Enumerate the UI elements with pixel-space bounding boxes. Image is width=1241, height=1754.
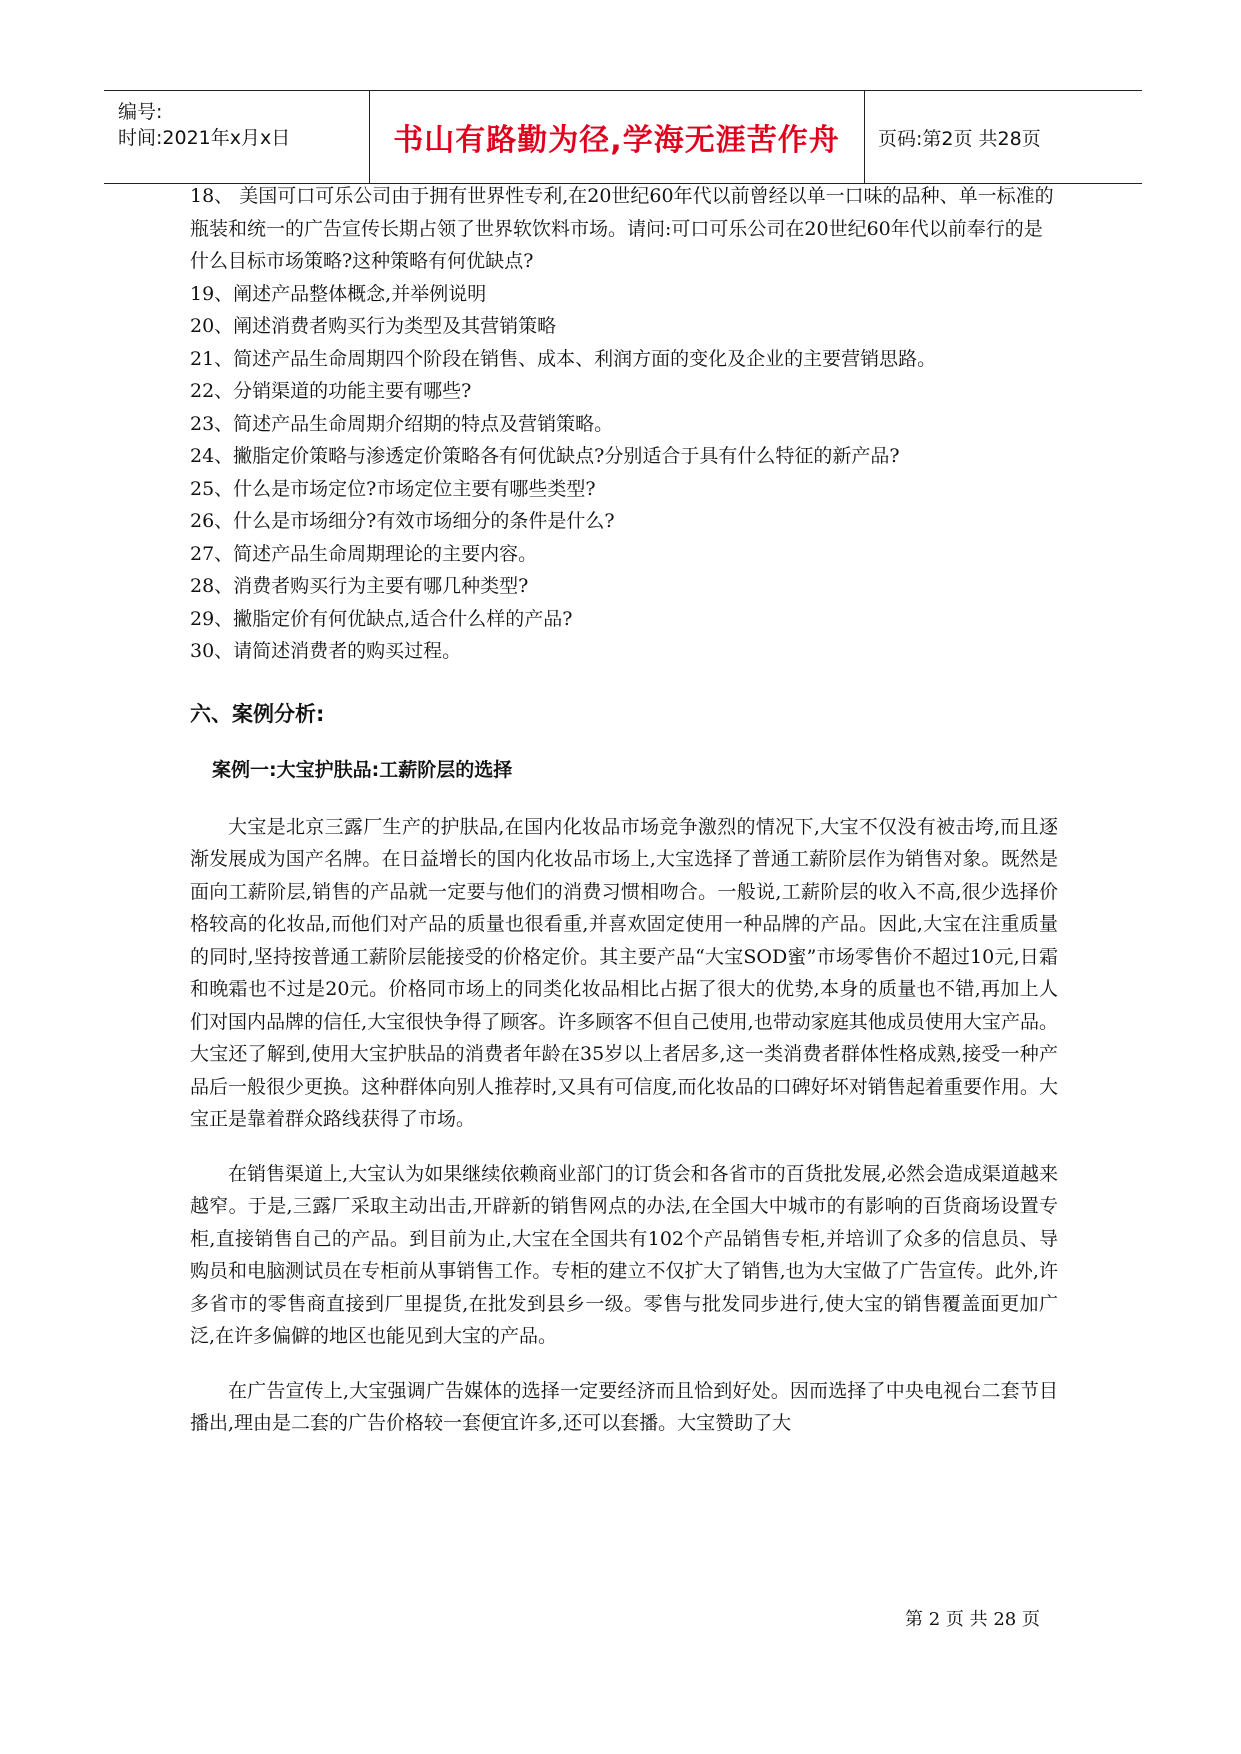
question-30: 30、请简述消费者的购买过程。 bbox=[190, 640, 462, 662]
case-title: 案例一:大宝护肤品:工薪阶层的选择 bbox=[212, 759, 513, 781]
case-paragraph-3: 在广告宣传上,大宝强调广告媒体的选择一定要经济而且恰到好处。因而选择了中央电视台二套节目播出,理由是二套的广告价格较一套便宜许多,还可以套播。大宝赞助了大 bbox=[190, 1379, 1058, 1434]
question-20: 20、阐述消费者购买行为类型及其营销策略 bbox=[190, 315, 557, 337]
question-28: 28、消费者购买行为主要有哪几种类型? bbox=[190, 575, 529, 597]
case-paragraph-2: 在销售渠道上,大宝认为如果继续依赖商业部门的订货会和各省市的百货批发展,必然会造成渠道越来越窄。于是,三露厂采取主动出击,开辟新的销售网点的办法,在全国大中城市的有影响的百货商场设置专柜,直接销售自己的产品。到目前为止,大宝在全国共有102个产品销售专柜,并培训了众多的信息员、导购员和电脑测试员在专柜前从事销售工作。专柜的建立不仅扩大了销售,也为大宝做了广告宣传。此外,许多省市的零售商直接到厂里提货,在批发到县乡一级。零售与批发同步进行,使大宝的销售覆盖面更加广泛,在许多偏僻的地区也能见到大宝的产品。 bbox=[190, 1162, 1058, 1347]
question-21: 21、简述产品生命周期四个阶段在销售、成本、利润方面的变化及企业的主要营销思路。 bbox=[190, 347, 937, 370]
question-24: 24、撇脂定价策略与渗透定价策略各有何优缺点?分别适合于具有什么特征的新产品? bbox=[190, 445, 900, 467]
question-26: 26、什么是市场细分?有效市场细分的条件是什么? bbox=[190, 510, 615, 532]
header-motto-cell bbox=[369, 91, 865, 183]
document-body bbox=[190, 180, 1058, 1462]
question-25: 25、什么是市场定位?市场定位主要有哪些类型? bbox=[190, 477, 596, 500]
question-18: 18、 美国可口可乐公司由于拥有世界性专利,在20世纪60年代以前曾经以单一口味的品种、单一标准的瓶装和统一的广告宣传长期占领了世界软饮料市场。请问:可口可乐公司在20世纪60年代以前奉行的是什么目标市场策略?这种策略有何优缺点? bbox=[190, 185, 1054, 272]
case-paragraph-1: 大宝是北京三露厂生产的护肤品,在国内化妆品市场竞争激烈的情况下,大宝不仅没有被击垮,而且逐渐发展成为国产名牌。在日益增长的国内化妆品市场上,大宝选择了普通工薪阶层作为销售对象。既然是面向工薪阶层,销售的产品就一定要与他们的消费习惯相吻合。一般说,工薪阶层的收入不高,很少选择价格较高的化妆品,而他们对产品的质量也很看重,并喜欢固定使用一种品牌的产品。因此,大宝在注重质量的同时,坚持按普通工薪阶层能接受的价格定价。其主要产品“大宝SOD蜜”市场零售价不超过10元,日霜和晚霜也不过是20元。价格同市场上的同类化妆品相比占据了很大的优势,本身的质量也不错,再加上人们对国内品牌的信任,大宝很快争得了顾客。许多顾客不但自己使用,也带动家庭其他成员使用大宝产品。大宝还了解到,使用大宝护肤品的消费者年龄在35岁以上者居多,这一类消费者群体性格成熟,接受一种产品后一般很少更换。这种群体向别人推荐时,又具有可信度,而化妆品的口碑好坏对销售起着重要作用。大宝正是靠着群众路线获得了市场。 bbox=[190, 815, 1058, 1130]
page-footer: 第 2 页 共 28 页 bbox=[905, 1609, 1040, 1630]
number-label: 编号: bbox=[118, 101, 163, 123]
header-meta bbox=[104, 91, 370, 183]
motto-text: 书山有路勤为径,学海无涯苦作舟 bbox=[393, 123, 840, 158]
question-29: 29、撇脂定价有何优缺点,适合什么样的产品? bbox=[190, 607, 573, 630]
section-title: 六、案例分析: bbox=[190, 701, 325, 726]
question-22: 22、分销渠道的功能主要有哪些? bbox=[190, 380, 472, 402]
header-page-info: 页码:第2页 共28页 bbox=[878, 127, 1041, 150]
question-23: 23、简述产品生命周期介绍期的特点及营销策略。 bbox=[190, 412, 614, 435]
question-19: 19、阐述产品整体概念,并举例说明 bbox=[190, 282, 487, 305]
page-header bbox=[104, 90, 1142, 184]
time-label: 时间:2021年x月x日 bbox=[118, 127, 291, 149]
question-27: 27、简述产品生命周期理论的主要内容。 bbox=[190, 542, 538, 565]
